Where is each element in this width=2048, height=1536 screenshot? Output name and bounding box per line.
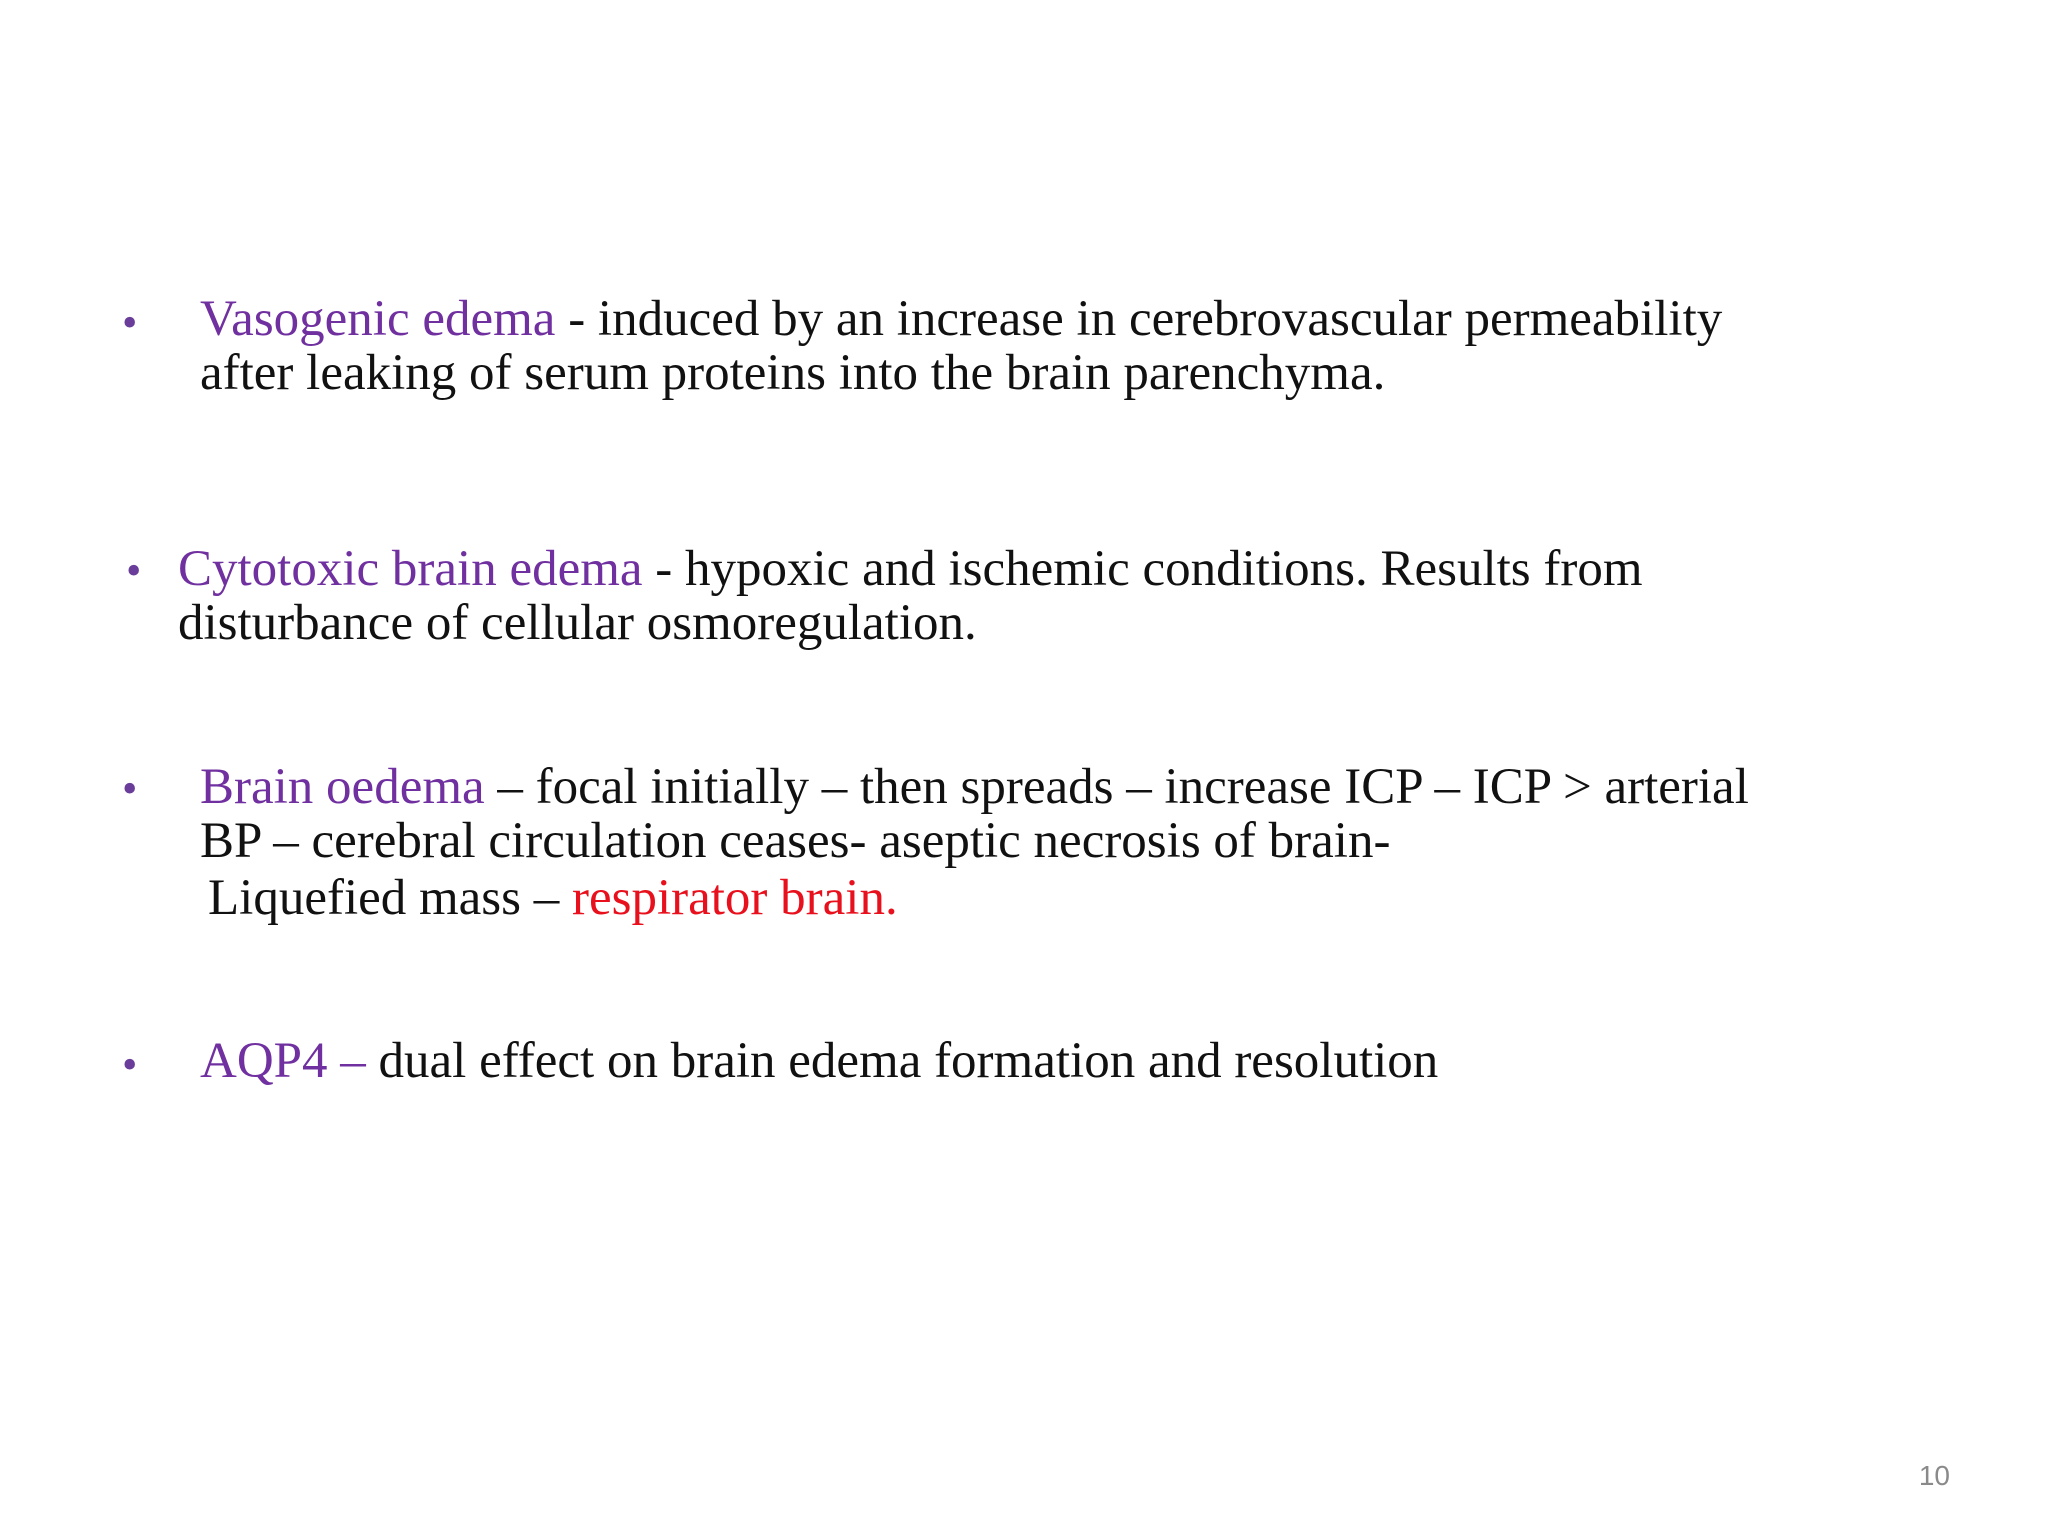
respirator-brain-highlight: respirator brain.	[572, 870, 898, 926]
bullet-dot-1: •	[122, 298, 138, 347]
bullet-dot-2: •	[126, 546, 142, 595]
bullet-2-line-1	[178, 542, 1643, 596]
bullet-4-line-1-text: dual effect on brain edema formation and resolution	[365, 1033, 1439, 1089]
bullet-4-line-1	[200, 1034, 1438, 1088]
bullet-dot-4: •	[122, 1040, 138, 1089]
bullet-2-line-2: disturbance of cellular osmoregulation.	[178, 595, 977, 651]
bullet-1-term: Vasogenic edema	[200, 291, 556, 347]
bullet-3-line-1	[200, 760, 1749, 814]
bullet-2-term: Cytotoxic brain edema	[178, 541, 643, 597]
bullet-3-line-3	[208, 871, 898, 925]
bullet-2-line-1-text: - hypoxic and ischemic conditions. Results from	[642, 541, 1643, 597]
bullet-4-term: AQP4 –	[200, 1033, 366, 1089]
bullet-1-line-2: after leaking of serum proteins into the brain parenchyma.	[200, 345, 1386, 401]
bullet-dot-3: •	[122, 764, 138, 813]
bullet-1-line-1-text: - induced by an increase in cerebrovascular permeability	[555, 291, 1723, 347]
bullet-3-line-2: BP – cerebral circulation ceases- aseptic necrosis of brain-	[200, 813, 1391, 869]
bullet-1-line-1	[200, 292, 1722, 346]
bullet-3-line-1-text: – focal initially – then spreads – increase ICP – ICP > arterial	[484, 759, 1749, 815]
page-number: 10	[1918, 1460, 1950, 1491]
bullet-3-term: Brain oedema	[200, 759, 485, 815]
bullet-3-line-3-text: Liquefied mass –	[208, 870, 572, 926]
